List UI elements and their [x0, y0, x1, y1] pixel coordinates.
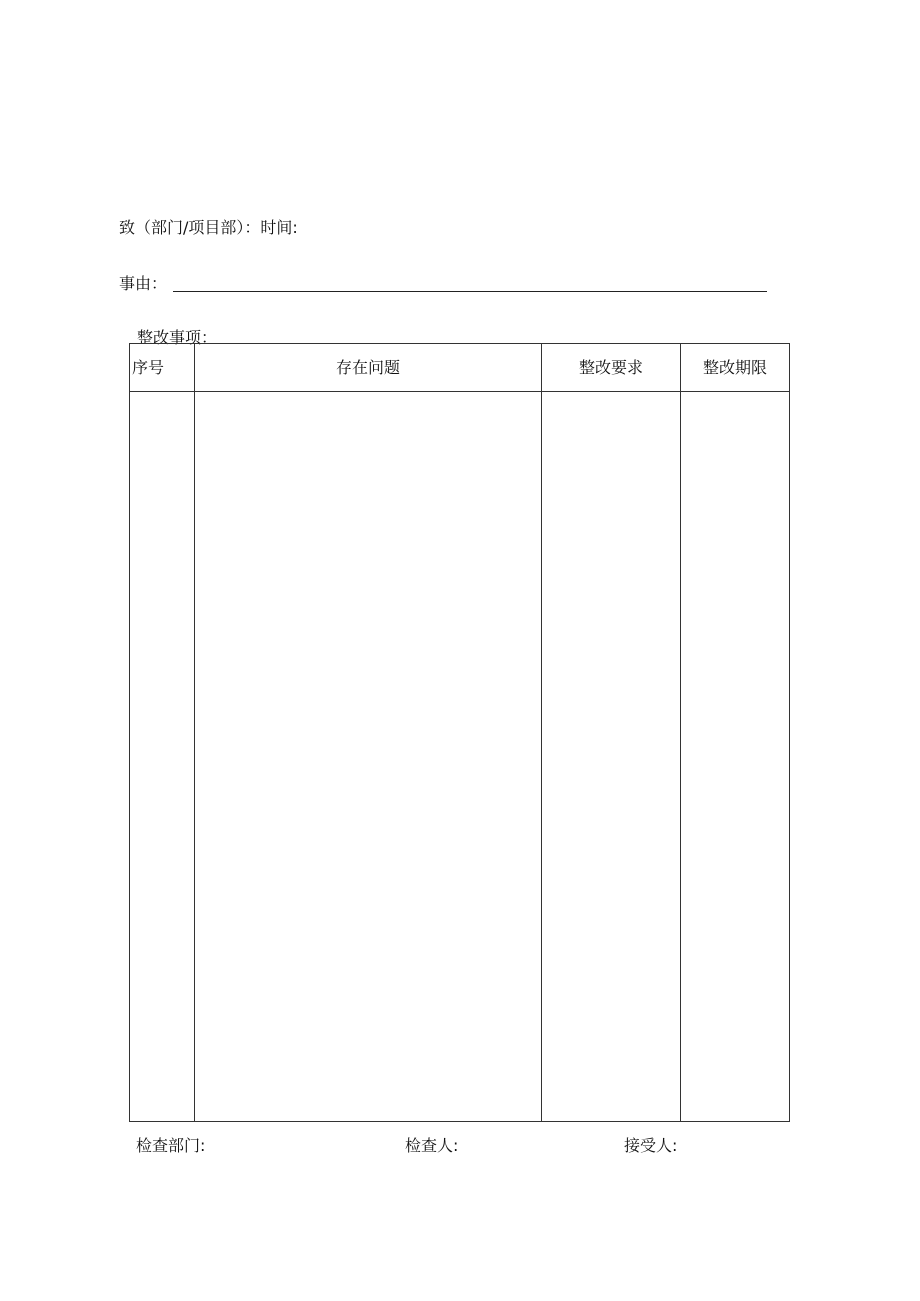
receiver-label: 接受人: — [624, 1136, 678, 1155]
serial-number-cell[interactable] — [130, 392, 194, 1121]
header-serial-number: 序号 — [131, 358, 164, 377]
addressee-and-time-line: 致（部门/项目部）：时间: — [119, 218, 298, 237]
rectification-items-label: 整改事项： — [137, 328, 218, 347]
rectification-deadline-cell[interactable] — [681, 392, 789, 1121]
inspection-department-label: 检查部门: — [136, 1136, 206, 1155]
header-rectification-deadline: 整改期限 — [702, 358, 767, 377]
header-rectification-requirements: 整改要求 — [578, 358, 643, 377]
reason-label: 事由： — [119, 274, 168, 293]
rectification-table — [129, 343, 790, 1122]
rectification-requirements-cell[interactable] — [542, 392, 680, 1121]
reason-fill-line[interactable] — [173, 291, 767, 292]
header-existing-problems: 存在问题 — [335, 358, 400, 377]
inspector-label: 检查人: — [405, 1136, 459, 1155]
existing-problems-cell[interactable] — [195, 392, 541, 1121]
